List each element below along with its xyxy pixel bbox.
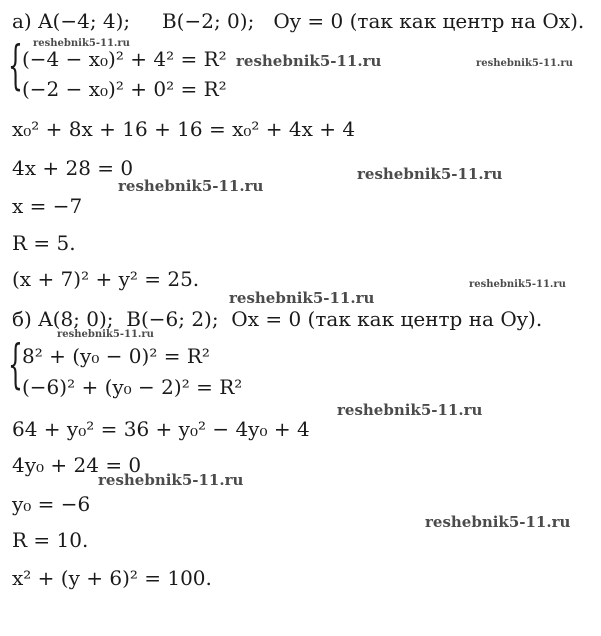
equation-x-solution: x = −7 xyxy=(12,194,83,218)
watermark: reshebnik5-11.ru xyxy=(357,165,503,183)
system-a-equation-2: (−2 − x₀)² + 0² = R² xyxy=(22,77,227,101)
equation-expanded-b: 64 + y₀² = 36 + y₀² − 4y₀ + 4 xyxy=(12,417,310,441)
watermark: reshebnik5-11.ru xyxy=(425,513,571,531)
part-a-header: а) A(−4; 4); B(−2; 0); Oy = 0 (так как центр на Ox). xyxy=(12,9,585,33)
equation-linear-b: 4y₀ + 24 = 0 xyxy=(12,453,142,477)
watermark: reshebnik5-11.ru xyxy=(118,177,264,195)
watermark: reshebnik5-11.ru xyxy=(476,58,573,69)
equation-expanded: x₀² + 8x + 16 + 16 = x₀² + 4x + 4 xyxy=(12,117,356,141)
circle-equation-b: x² + (y + 6)² = 100. xyxy=(12,566,212,590)
radius-b: R = 10. xyxy=(12,528,89,552)
watermark: reshebnik5-11.ru xyxy=(337,401,483,419)
equation-linear: 4x + 28 = 0 xyxy=(12,156,134,180)
watermark: reshebnik5-11.ru xyxy=(469,279,566,290)
radius-a: R = 5. xyxy=(12,231,76,255)
system-b-equation-1: 8² + (y₀ − 0)² = R² xyxy=(22,344,210,368)
system-brace-a: { xyxy=(8,36,23,96)
equation-y-solution: y₀ = −6 xyxy=(12,492,91,516)
system-brace-b: { xyxy=(8,335,23,395)
watermark: reshebnik5-11.ru xyxy=(33,38,130,49)
circle-equation-a: (x + 7)² + y² = 25. xyxy=(12,267,200,291)
watermark: reshebnik5-11.ru xyxy=(57,329,154,340)
watermark: reshebnik5-11.ru xyxy=(236,52,382,70)
watermark: reshebnik5-11.ru xyxy=(229,289,375,307)
watermark: reshebnik5-11.ru xyxy=(98,471,244,489)
system-a-equation-1: (−4 − x₀)² + 4² = R² xyxy=(22,47,227,71)
part-b-header: б) A(8; 0); B(−6; 2); Ox = 0 (так как центр на Oy). xyxy=(12,307,543,331)
system-b-equation-2: (−6)² + (y₀ − 2)² = R² xyxy=(22,375,243,399)
